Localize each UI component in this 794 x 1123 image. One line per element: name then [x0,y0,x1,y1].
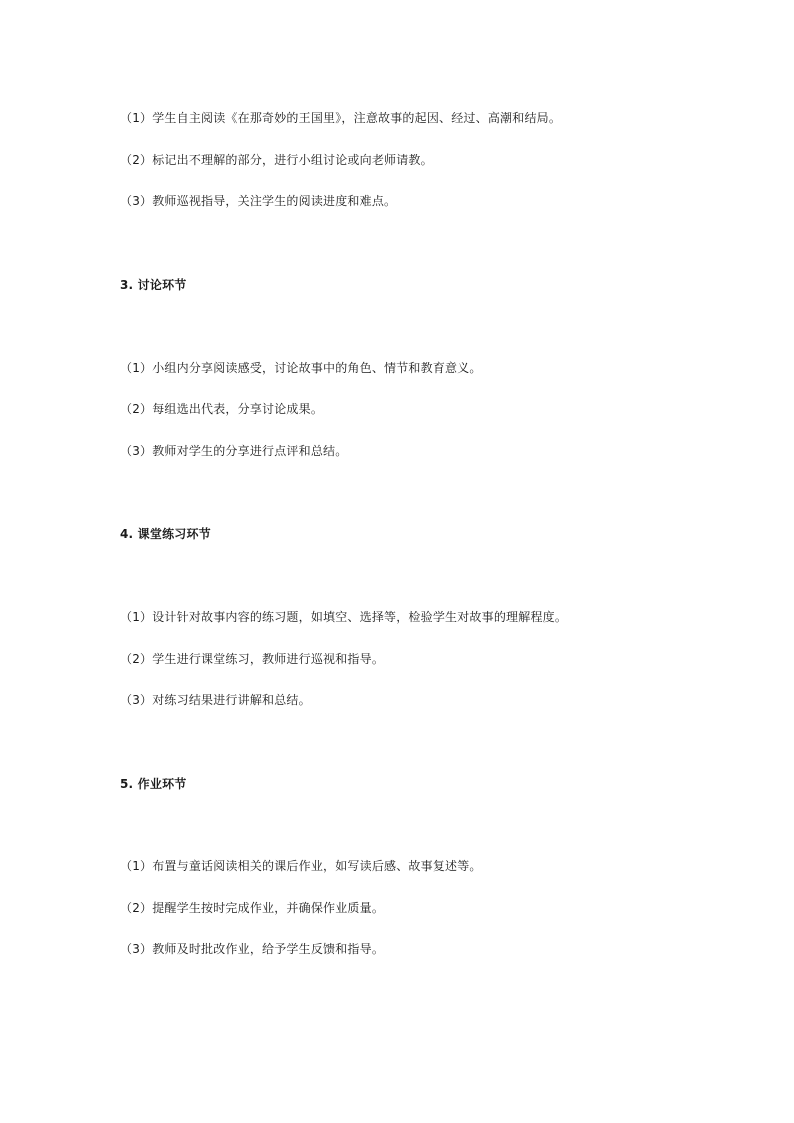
homework-item-2: （2）提醒学生按时完成作业，并确保作业质量。 [120,901,385,915]
discussion-item-3: （3）教师对学生的分享进行点评和总结。 [120,444,348,458]
practice-item-1: （1）设计针对故事内容的练习题，如填空、选择等，检验学生对故事的理解程度。 [120,610,568,624]
reading-item-2: （2）标记出不理解的部分，进行小组讨论或向老师请教。 [120,153,433,167]
practice-item-3: （3）对练习结果进行讲解和总结。 [120,693,311,707]
reading-item-3: （3）教师巡视指导，关注学生的阅读进度和难点。 [120,194,397,208]
practice-item-2: （2）学生进行课堂练习，教师进行巡视和指导。 [120,652,385,666]
practice-heading: 4. 课堂练习环节 [120,527,211,541]
discussion-item-1: （1）小组内分享阅读感受，讨论故事中的角色、情节和教育意义。 [120,361,482,375]
reading-item-1: （1）学生自主阅读《在那奇妙的王国里》，注意故事的起因、经过、高潮和结局。 [120,111,562,125]
homework-heading: 5. 作业环节 [120,777,187,791]
homework-item-3: （3）教师及时批改作业，给予学生反馈和指导。 [120,942,385,956]
discussion-item-2: （2）每组选出代表，分享讨论成果。 [120,402,324,416]
discussion-heading: 3. 讨论环节 [120,278,187,292]
homework-item-1: （1）布置与童话阅读相关的课后作业，如写读后感、故事复述等。 [120,859,482,873]
